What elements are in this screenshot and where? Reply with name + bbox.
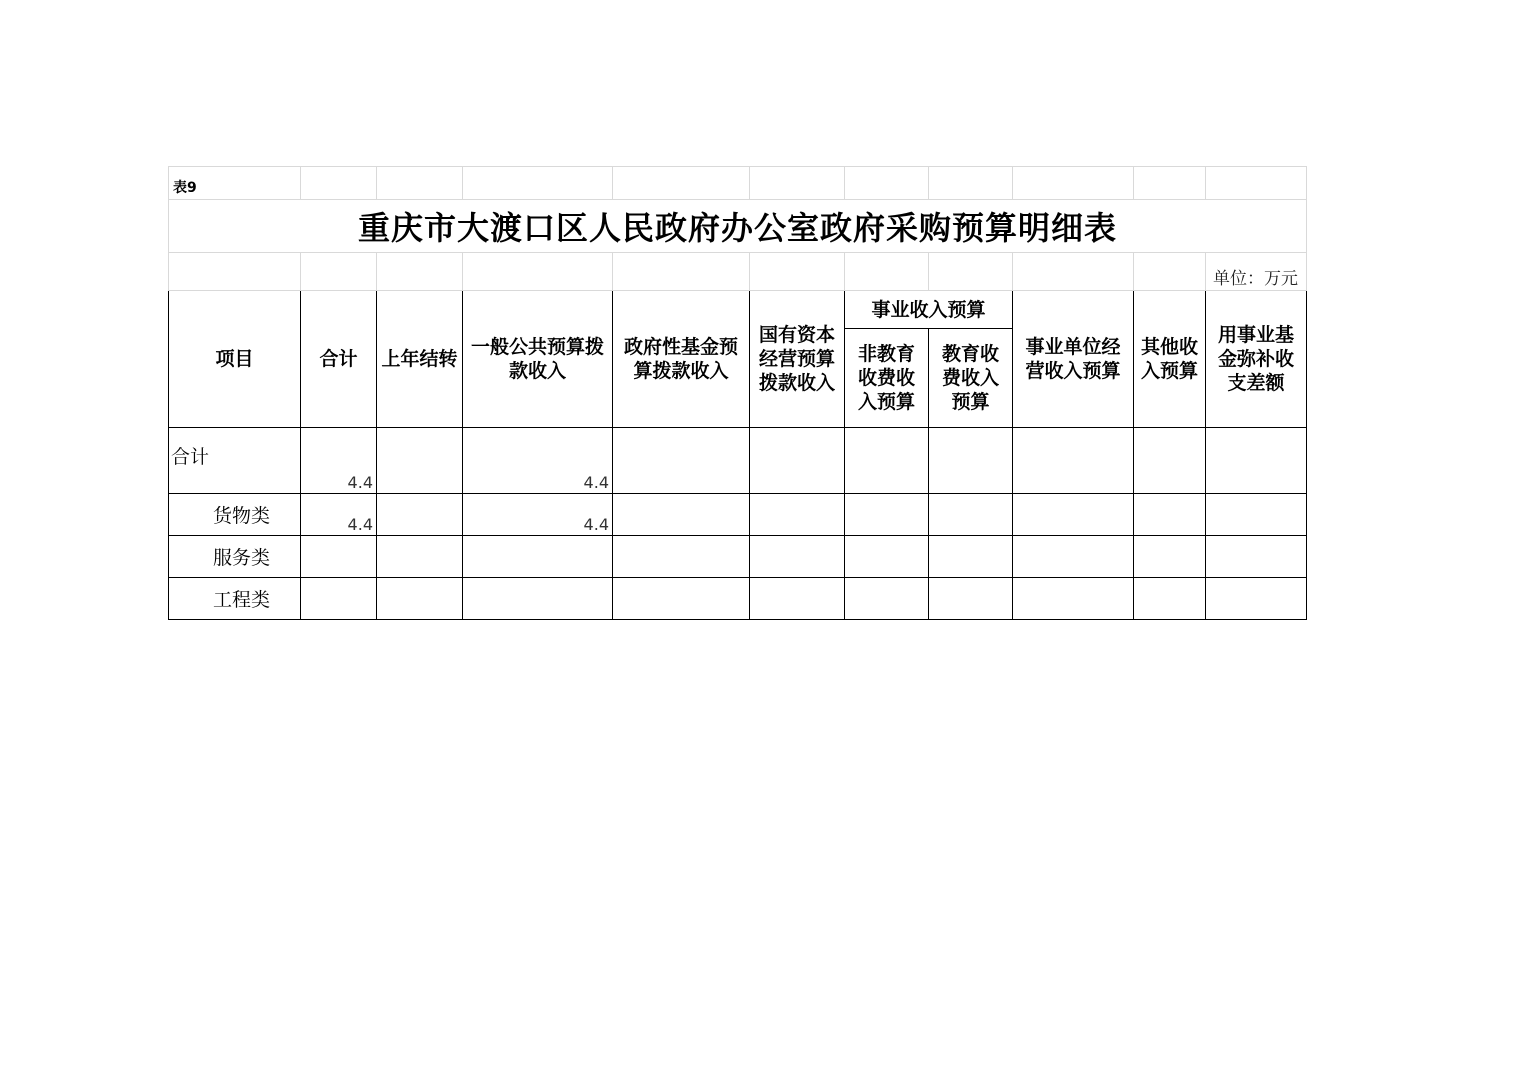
row-name: 工程类: [169, 578, 301, 620]
table-row: [169, 536, 1307, 578]
table-row: [169, 428, 1307, 494]
unit-label: 单位：万元: [1206, 253, 1307, 291]
header-fund-compensation: 用事业基金弥补收支差额: [1206, 291, 1307, 428]
cell-general-public: 4.4: [463, 494, 613, 536]
page-title: 重庆市大渡口区人民政府办公室政府采购预算明细表: [169, 200, 1307, 253]
cell-total: 4.4: [301, 428, 377, 494]
cell-general-public: [463, 536, 613, 578]
table-label-row: [169, 167, 1307, 200]
procurement-budget-table: [168, 166, 1307, 620]
cell-carryover: [377, 536, 463, 578]
header-project: 项目: [169, 291, 301, 428]
header-carryover: 上年结转: [377, 291, 463, 428]
title-row: [169, 200, 1307, 253]
header-state-capital: 国有资本经营预算拨款收入: [750, 291, 845, 428]
row-name: 服务类: [169, 536, 301, 578]
unit-row: [169, 253, 1307, 291]
header-non-edu-fee: 非教育收费收入预算: [845, 329, 929, 428]
cell-total: [301, 536, 377, 578]
row-name: 货物类: [169, 494, 301, 536]
header-unit-operating: 事业单位经营收入预算: [1013, 291, 1134, 428]
header-row-1: [169, 291, 1307, 329]
row-name: 合计: [169, 428, 301, 494]
header-gov-fund: 政府性基金预算拨款收入: [613, 291, 750, 428]
cell-total: [301, 578, 377, 620]
cell-carryover: [377, 428, 463, 494]
header-business-income: 事业收入预算: [845, 291, 1013, 329]
header-edu-fee: 教育收费收入预算: [929, 329, 1013, 428]
cell-total: 4.4: [301, 494, 377, 536]
header-general-public: 一般公共预算拨款收入: [463, 291, 613, 428]
header-total: 合计: [301, 291, 377, 428]
cell-general-public: 4.4: [463, 428, 613, 494]
table-label: 表9: [169, 167, 301, 200]
header-other-income: 其他收入预算: [1134, 291, 1206, 428]
cell-carryover: [377, 578, 463, 620]
table-row: [169, 494, 1307, 536]
table-row: [169, 578, 1307, 620]
cell-carryover: [377, 494, 463, 536]
cell-general-public: [463, 578, 613, 620]
